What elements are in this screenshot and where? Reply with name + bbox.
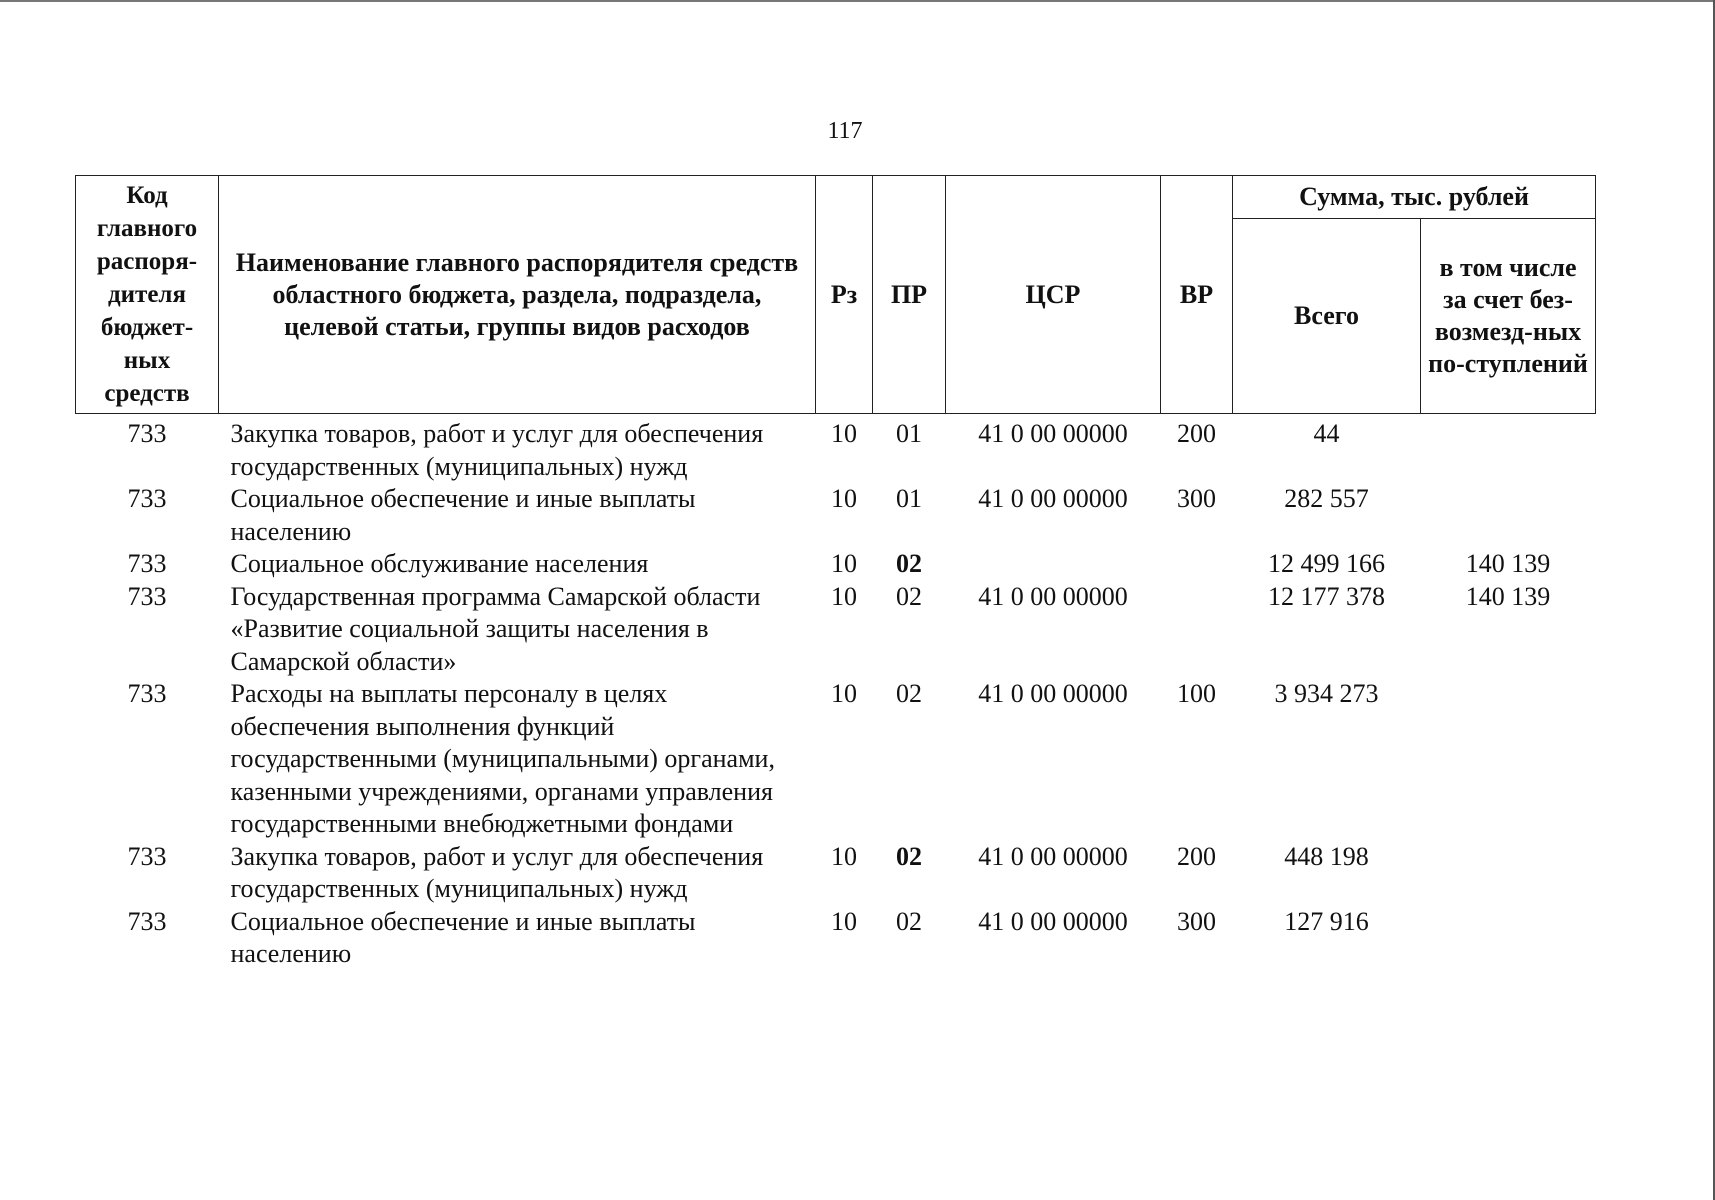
cell-vr — [1161, 548, 1233, 581]
cell-csr: 41 0 00 00000 — [978, 484, 1128, 513]
table-body — [76, 414, 1596, 971]
cell-total: 44 — [1313, 419, 1340, 448]
table-row — [76, 841, 1596, 906]
cell-gratuitous: 140 139 — [1465, 581, 1551, 611]
cell-rz: 10 — [831, 484, 857, 513]
cell-name: Государственная программа Самарской области «Развитие социальной защиты населения в Самарской области» — [230, 581, 761, 676]
cell-vr: 200 — [1177, 419, 1216, 448]
cell-code: 733 — [127, 581, 167, 611]
cell-total: 12 177 378 — [1268, 581, 1385, 611]
table-row — [76, 678, 1596, 841]
cell-pr: 01 — [896, 419, 922, 448]
cell-code: 733 — [127, 549, 167, 578]
header-gratuitous: в том числе за счет без-возмезд-ных по-ступлений — [1421, 218, 1596, 413]
cell-gratuitous — [1421, 906, 1596, 971]
cell-code: 733 — [127, 906, 167, 936]
cell-code: 733 — [127, 679, 167, 708]
cell-name: Расходы на выплаты персоналу в целях обеспечения выполнения функций государственными (муниципальными) органами, казенными учреждениями, органами управления государственными внебюджетными фондами — [230, 679, 775, 838]
cell-pr: 02 — [896, 581, 922, 611]
cell-rz: 10 — [831, 906, 857, 936]
cell-vr: 100 — [1177, 679, 1216, 708]
cell-csr: 41 0 00 00000 — [978, 581, 1128, 611]
table-row — [76, 483, 1596, 548]
header-name: Наименование главного распорядителя средств областного бюджета, раздела, подраздела, целевой статьи, группы видов расходов — [219, 176, 816, 414]
cell-vr — [1161, 581, 1233, 679]
cell-rz: 10 — [831, 549, 857, 578]
cell-name: Закупка товаров, работ и услуг для обеспечения государственных (муниципальных) нужд — [230, 419, 764, 481]
header-pr: ПР — [873, 176, 946, 414]
cell-csr: 41 0 00 00000 — [978, 419, 1128, 448]
cell-name: Социальное обеспечение и иные выплаты населению — [230, 906, 696, 968]
cell-vr: 200 — [1177, 841, 1216, 871]
cell-pr: 01 — [896, 484, 922, 513]
cell-rz: 10 — [831, 581, 857, 611]
budget-table — [75, 175, 1596, 971]
cell-name: Социальное обеспечение и иные выплаты населению — [230, 484, 696, 546]
cell-gratuitous — [1421, 841, 1596, 906]
table-row — [76, 414, 1596, 484]
header-sum-group: Сумма, тыс. рублей — [1233, 176, 1596, 219]
cell-rz: 10 — [831, 841, 857, 871]
table-row — [76, 548, 1596, 581]
cell-total: 3 934 273 — [1274, 679, 1379, 708]
cell-vr: 300 — [1177, 906, 1216, 936]
cell-pr: 02 — [896, 841, 922, 871]
cell-total: 282 557 — [1284, 484, 1369, 513]
scan-edge-top — [0, 0, 1715, 2]
header-total: Всего — [1233, 218, 1421, 413]
cell-csr: 41 0 00 00000 — [978, 841, 1128, 871]
cell-csr: 41 0 00 00000 — [978, 906, 1128, 936]
cell-code: 733 — [127, 419, 167, 448]
cell-vr: 300 — [1177, 484, 1216, 513]
cell-name: Социальное обслуживание населения — [230, 549, 649, 578]
cell-rz: 10 — [831, 419, 857, 448]
cell-pr: 02 — [896, 549, 922, 578]
cell-csr — [946, 548, 1161, 581]
cell-total: 127 916 — [1284, 906, 1369, 936]
cell-total: 12 499 166 — [1268, 549, 1385, 578]
cell-code: 733 — [127, 841, 167, 871]
table-row — [76, 581, 1596, 679]
cell-pr: 02 — [896, 679, 922, 708]
cell-name: Закупка товаров, работ и услуг для обеспечения государственных (муниципальных) нужд — [230, 841, 764, 903]
cell-gratuitous — [1421, 678, 1596, 841]
table-row — [76, 906, 1596, 971]
header-code: Код главного распоря-дителя бюджет-ных средств — [76, 176, 219, 414]
cell-total: 448 198 — [1284, 841, 1369, 871]
cell-gratuitous: 140 139 — [1465, 549, 1551, 578]
header-rz: Рз — [816, 176, 873, 414]
header-csr: ЦСР — [946, 176, 1161, 414]
cell-csr: 41 0 00 00000 — [978, 679, 1128, 708]
cell-rz: 10 — [831, 679, 857, 708]
page-number: 117 — [827, 118, 863, 144]
cell-pr: 02 — [896, 906, 922, 936]
cell-gratuitous — [1421, 414, 1596, 484]
cell-code: 733 — [127, 484, 167, 513]
header-vr: ВР — [1161, 176, 1233, 414]
table-header — [76, 176, 1596, 414]
cell-gratuitous — [1421, 483, 1596, 548]
